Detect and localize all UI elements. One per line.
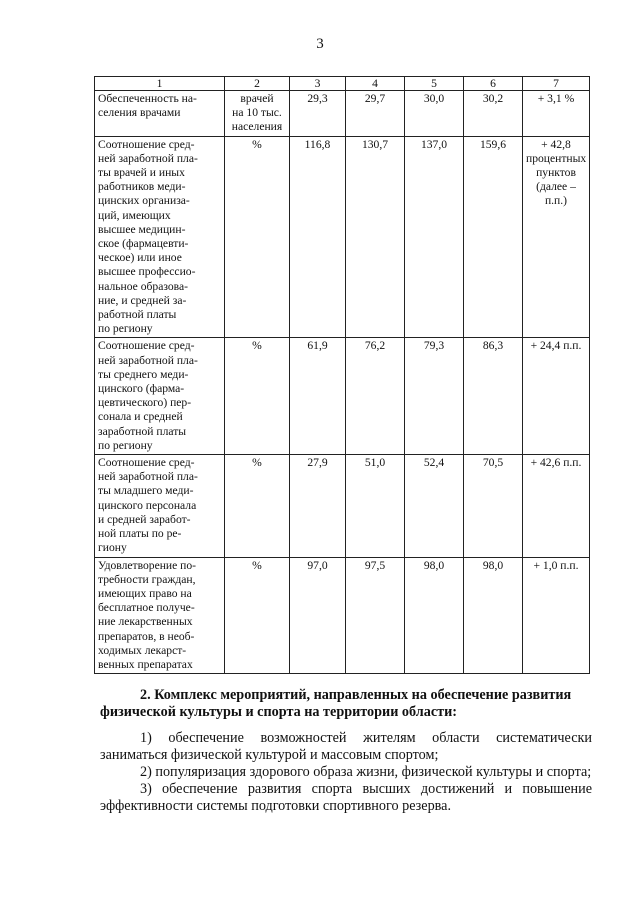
table-header-row	[95, 77, 590, 91]
unit-cell	[225, 455, 290, 557]
change-cell	[523, 91, 590, 137]
value-cell: 116,8	[290, 136, 346, 338]
indicator-name-cell-line: сонала и средней	[98, 410, 183, 424]
list-item: 2) популяризация здорового образа жизни, физической культуры и спорта;	[140, 764, 592, 780]
change-cell-line: процентных	[526, 151, 587, 165]
indicator-name-cell-line: ной платы по ре-	[98, 527, 182, 541]
value-cell: 30,0	[405, 91, 464, 137]
indicator-name-cell	[95, 136, 225, 338]
indicator-name-cell-line: ней заработной пла-	[98, 470, 198, 484]
change-cell-line: + 1,0 п.п.	[533, 558, 579, 572]
indicator-name-cell-line: ты младшего меди-	[98, 484, 194, 498]
indicator-name-cell-line: ческое) или иное	[98, 251, 182, 265]
column-header: 6	[464, 77, 523, 91]
change-cell-line: + 24,4 п.п.	[530, 339, 582, 353]
value-cell: 159,6	[464, 136, 523, 338]
list-item: 1) обеспечение возможностей жителям области систематически заниматься физической культурой и массовым спортом;	[100, 730, 592, 763]
change-cell-line: + 3,1 %	[537, 92, 575, 105]
indicator-name-cell	[95, 338, 225, 455]
indicator-name-cell-line: ней заработной пла-	[98, 151, 198, 165]
column-header: 1	[95, 77, 225, 91]
indicator-name-cell-line: Соотношение сред-	[98, 456, 195, 470]
value-cell: 97,0	[290, 557, 346, 674]
value-cell: 30,2	[464, 91, 523, 137]
table-row	[95, 91, 590, 137]
value-cell: 29,3	[290, 91, 346, 137]
unit-cell	[225, 338, 290, 455]
indicator-name-cell-line: заработной платы	[98, 424, 187, 438]
change-cell	[523, 557, 590, 674]
indicator-name-cell-line: цинского персонала	[98, 498, 197, 512]
unit-cell-line: на 10 тыс.	[232, 106, 282, 120]
list-item: 3) обеспечение развития спорта высших достижений и повышение эффективности системы подготовки спортивного резерва.	[100, 781, 592, 814]
indicator-name-cell-line: цинских организа-	[98, 194, 190, 208]
column-header: 2	[225, 77, 290, 91]
indicator-name-cell-line: ходимых лекарст-	[98, 643, 187, 657]
section-title	[100, 687, 592, 721]
table-row	[95, 338, 590, 455]
unit-cell-line: населения	[231, 120, 283, 134]
change-cell-line: (далее –	[536, 180, 576, 194]
value-cell: 137,0	[405, 136, 464, 338]
change-cell-line: пунктов	[536, 166, 576, 180]
value-cell: 79,3	[405, 338, 464, 455]
table-row	[95, 455, 590, 557]
indicator-name-cell	[95, 91, 225, 137]
change-cell	[523, 136, 590, 338]
unit-cell-line: врачей	[240, 92, 274, 105]
value-cell: 98,0	[464, 557, 523, 674]
indicator-name-cell-line: высшее профессио-	[98, 265, 196, 279]
indicator-name-cell-line: высшее медицин-	[98, 222, 186, 236]
unit-cell	[225, 557, 290, 674]
measures-section	[100, 687, 592, 815]
indicator-name-cell-line: Обеспеченность на-	[98, 92, 197, 105]
section-title-line2: физической культуры и спорта на территории области:	[100, 704, 457, 720]
unit-cell	[225, 91, 290, 137]
value-cell: 51,0	[346, 455, 405, 557]
indicator-name-cell-line: Соотношение сред-	[98, 137, 195, 151]
column-header: 7	[523, 77, 590, 91]
column-header: 4	[346, 77, 405, 91]
indicator-name-cell	[95, 557, 225, 674]
value-cell: 97,5	[346, 557, 405, 674]
unit-cell-line: %	[252, 558, 262, 572]
indicator-name-cell-line: венных препаратах	[98, 657, 193, 671]
indicator-name-cell-line: ское (фармацевти-	[98, 237, 189, 251]
value-cell: 86,3	[464, 338, 523, 455]
table-row	[95, 557, 590, 674]
section-title-line1: 2. Комплекс мероприятий, направленных на обеспечение развития	[140, 687, 572, 703]
column-header: 5	[405, 77, 464, 91]
indicator-name-cell-line: ты среднего меди-	[98, 367, 189, 381]
value-cell: 61,9	[290, 338, 346, 455]
change-cell-line: + 42,8	[541, 137, 571, 151]
indicator-name-cell-line: ние лекарственных	[98, 615, 193, 629]
indicator-name-cell-line: работников меди-	[98, 180, 186, 194]
indicator-name-cell-line: ты врачей и иных	[98, 166, 185, 180]
indicator-name-cell-line: ций, имеющих	[98, 208, 171, 222]
indicator-name-cell-line: препаратов, в необ-	[98, 629, 195, 643]
indicator-name-cell-line: ние, и средней за-	[98, 293, 187, 307]
value-cell: 27,9	[290, 455, 346, 557]
indicator-name-cell-line: Соотношение сред-	[98, 339, 195, 353]
change-cell-line: п.п.)	[544, 194, 568, 208]
change-cell	[523, 455, 590, 557]
indicator-name-cell-line: по региону	[98, 322, 153, 336]
indicator-name-cell-line: селения врачами	[98, 106, 181, 120]
indicator-name-cell-line: и средней заработ-	[98, 512, 191, 526]
indicator-name-cell-line: Удовлетворение по-	[98, 558, 197, 572]
value-cell: 70,5	[464, 455, 523, 557]
indicator-name-cell-line: нальное образова-	[98, 279, 188, 293]
value-cell: 76,2	[346, 338, 405, 455]
indicator-name-cell-line: имеющих право на	[98, 586, 192, 600]
value-cell: 29,7	[346, 91, 405, 137]
indicator-name-cell-line: требности граждан,	[98, 572, 196, 586]
indicator-name-cell-line: работной платы	[98, 308, 177, 322]
indicator-name-cell-line: гиону	[98, 541, 127, 555]
page-number: 3	[316, 36, 324, 52]
indicator-name-cell-line: ней заработной пла-	[98, 353, 198, 367]
column-header: 3	[290, 77, 346, 91]
value-cell: 52,4	[405, 455, 464, 557]
indicator-name-cell-line: цинского (фарма-	[98, 382, 185, 396]
indicator-name-cell	[95, 455, 225, 557]
indicator-name-cell-line: бесплатное получе-	[98, 601, 195, 615]
table-row	[95, 136, 590, 338]
change-cell	[523, 338, 590, 455]
unit-cell-line: %	[252, 339, 262, 353]
unit-cell-line: %	[252, 456, 262, 470]
value-cell: 130,7	[346, 136, 405, 338]
indicator-name-cell-line: по региону	[98, 438, 153, 452]
change-cell-line: + 42,6 п.п.	[530, 456, 582, 470]
indicator-name-cell-line: цевтического) пер-	[98, 396, 192, 410]
unit-cell-line: %	[252, 137, 262, 151]
unit-cell	[225, 136, 290, 338]
indicators-table	[94, 76, 590, 674]
value-cell: 98,0	[405, 557, 464, 674]
